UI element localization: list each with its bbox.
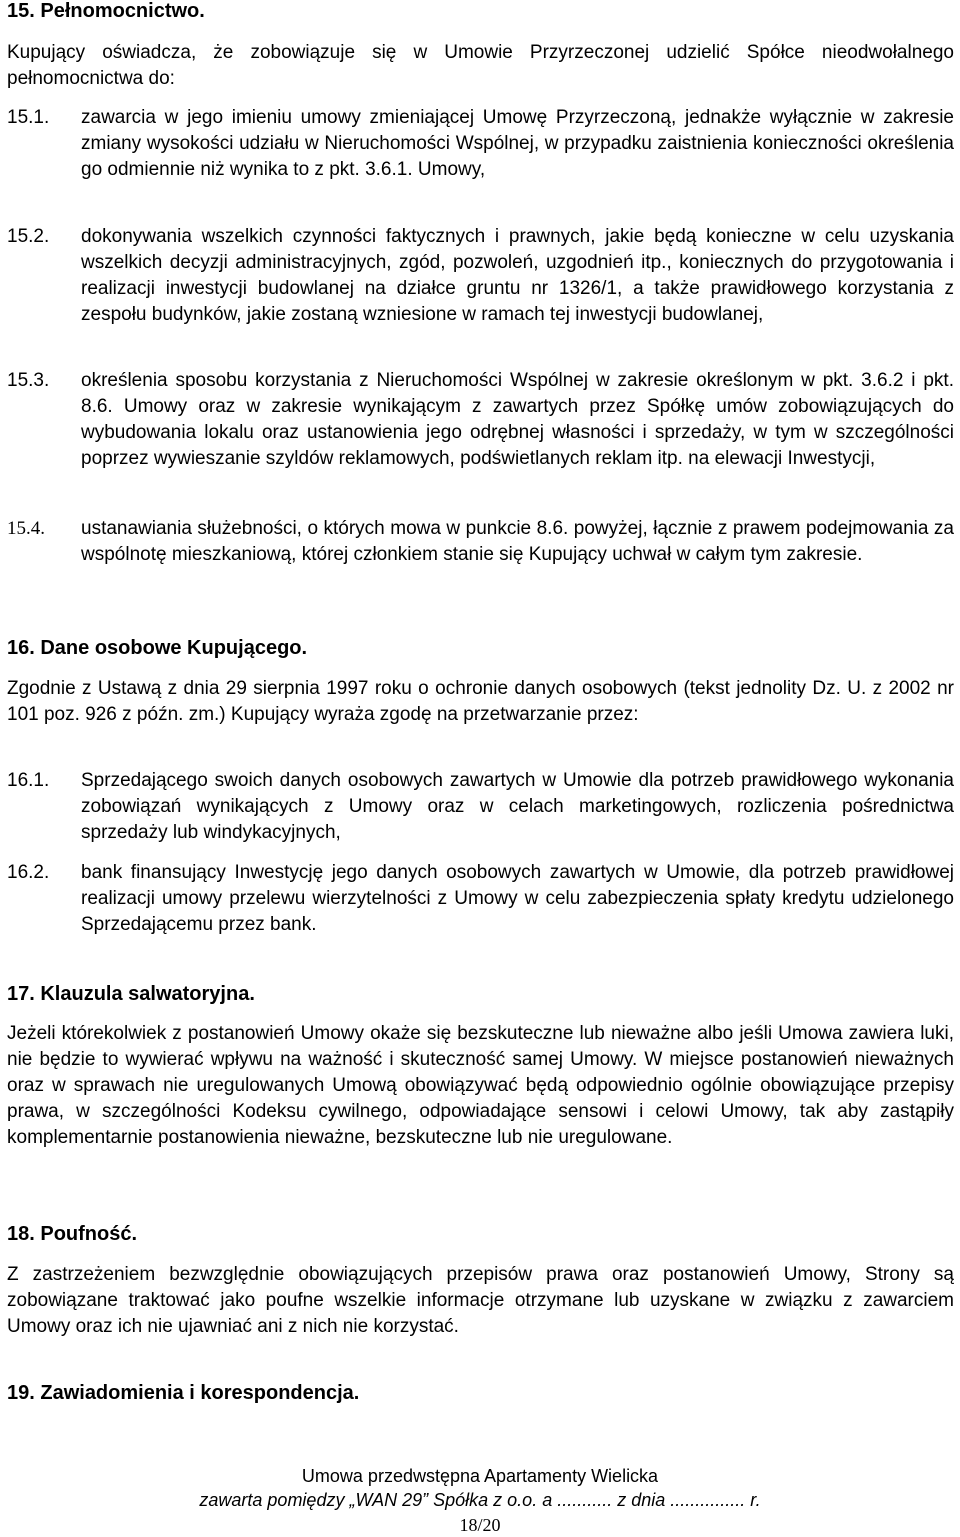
item-15-2-number: 15.2. [7,226,50,247]
section-15-heading: 15. Pełnomocnictwo. [7,0,205,22]
item-15-1-number: 15.1. [7,107,50,128]
section-17-text: Jeżeli którekolwiek z postanowień Umowy okaże się bezskuteczne lub nieważne albo jeśli Umowa zawiera luki, nie będzie to wywierać wpływu na ważność i skuteczność samej Umowy. W miejsce postanowień nieważnych oraz w sprawach nie uregulowanych Umową obowiązywać będą odpowiednio ogólnie obowiązujące przepisy prawa, w szczególności Kodeksu cywilnego, odpowiadające sensowi i celowi Umowy, tak aby zastąpiły komplementarnie postanowienia nieważne, bezskuteczne lub nie uregulowane. [7,1023,954,1148]
section-16-heading: 16. Dane osobowe Kupującego. [7,637,308,659]
item-15-4-text: ustanawiania służebności, o których mowa w punkcie 8.6. powyżej, łącznie z prawem podejmowania za wspólnotę mieszkaniową, której członkiem stanie się Kupujący uchwał w całym tym zakresie. [81,518,954,565]
page-number: 18/20 [459,1515,501,1535]
footer-parties: zawarta pomiędzy „WAN 29” Spółka z o.o. a ........... z dnia ............... r. [199,1490,761,1510]
section-18-heading: 18. Poufność. [7,1223,138,1245]
section-17-heading: 17. Klauzula salwatoryjna. [7,983,255,1005]
item-15-2-text: dokonywania wszelkich czynności faktycznych i prawnych, jakie będą konieczne w celu uzyskania wszelkich decyzji administracyjnych, zgód, pozwoleń, uzgodnień itp., koniecznych do przygotowania i realizacji inwestycji budowlanej na działce gruntu nr 1326/1, a także prawidłowego korzystania z zespołu budynków, jakie zostaną wzniesione w ramach tej inwestycji budowlanej, [81,226,954,325]
section-16-intro: Zgodnie z Ustawą z dnia 29 sierpnia 1997 roku o ochronie danych osobowych (tekst jednolity Dz. U. z 2002 nr 101 poz. 926 z późn. zm.) Kupujący wyraża zgodę na przetwarzanie przez: [7,678,954,725]
item-16-1-text: Sprzedającego swoich danych osobowych zawartych w Umowie dla potrzeb prawidłowego wykonania zobowiązań wynikających z Umowy oraz w celach marketingowych, rozliczenia pośrednictwa sprzedaży lub windykacyjnych, [81,770,954,843]
item-16-2-text: bank finansujący Inwestycję jego danych osobowych zawartych w Umowie, dla potrzeb prawidłowej realizacji umowy przelewu wierzytelności z Umowy w celu zabezpieczenia spłaty kredytu udzielonego Sprzedającemu przez bank. [81,862,954,935]
item-15-1-text: zawarcia w jego imieniu umowy zmieniającej Umowę Przyrzeczoną, jednakże wyłącznie w zakresie zmiany wysokości udziału w Nieruchomości Wspólnej, w przypadku zaistnienia konieczności określenia go odmiennie niż wynika to z pkt. 3.6.1. Umowy, [81,107,954,180]
item-15-3-number: 15.3. [7,370,50,391]
section-19-heading: 19. Zawiadomienia i korespondencja. [7,1382,360,1404]
section-15-intro: Kupujący oświadcza, że zobowiązuje się w Umowie Przyrzeczonej udzielić Spółce nieodwołalnego pełnomocnictwa do: [7,42,954,89]
item-16-2-number: 16.2. [7,862,50,883]
item-15-4-number: 15.4. [7,518,45,539]
item-15-3-text: określenia sposobu korzystania z Nieruchomości Wspólnej w zakresie określonym w pkt. 3.6.2 i pkt. 8.6. Umowy oraz w zakresie wynikającym z zawartych przez Spółkę umów zobowiązujących do wybudowania lokalu oraz ustanowienia jego odrębnej własności i sprzedaży, w tym w szczególności poprzez wywieszanie szyldów reklamowych, podświetlanych reklam itp. na elewacji Inwestycji, [81,370,954,469]
footer-title: Umowa przedwstępna Apartamenty Wielicka [301,1466,659,1486]
item-16-1-number: 16.1. [7,770,50,791]
section-18-text: Z zastrzeżeniem bezwzględnie obowiązujących przepisów prawa oraz postanowień Umowy, Strony są zobowiązane traktować jako poufne wszelkie informacje otrzymane lub uzyskane w związku z zawarciem Umowy oraz ich nie ujawniać ani z nich nie korzystać. [7,1264,954,1337]
